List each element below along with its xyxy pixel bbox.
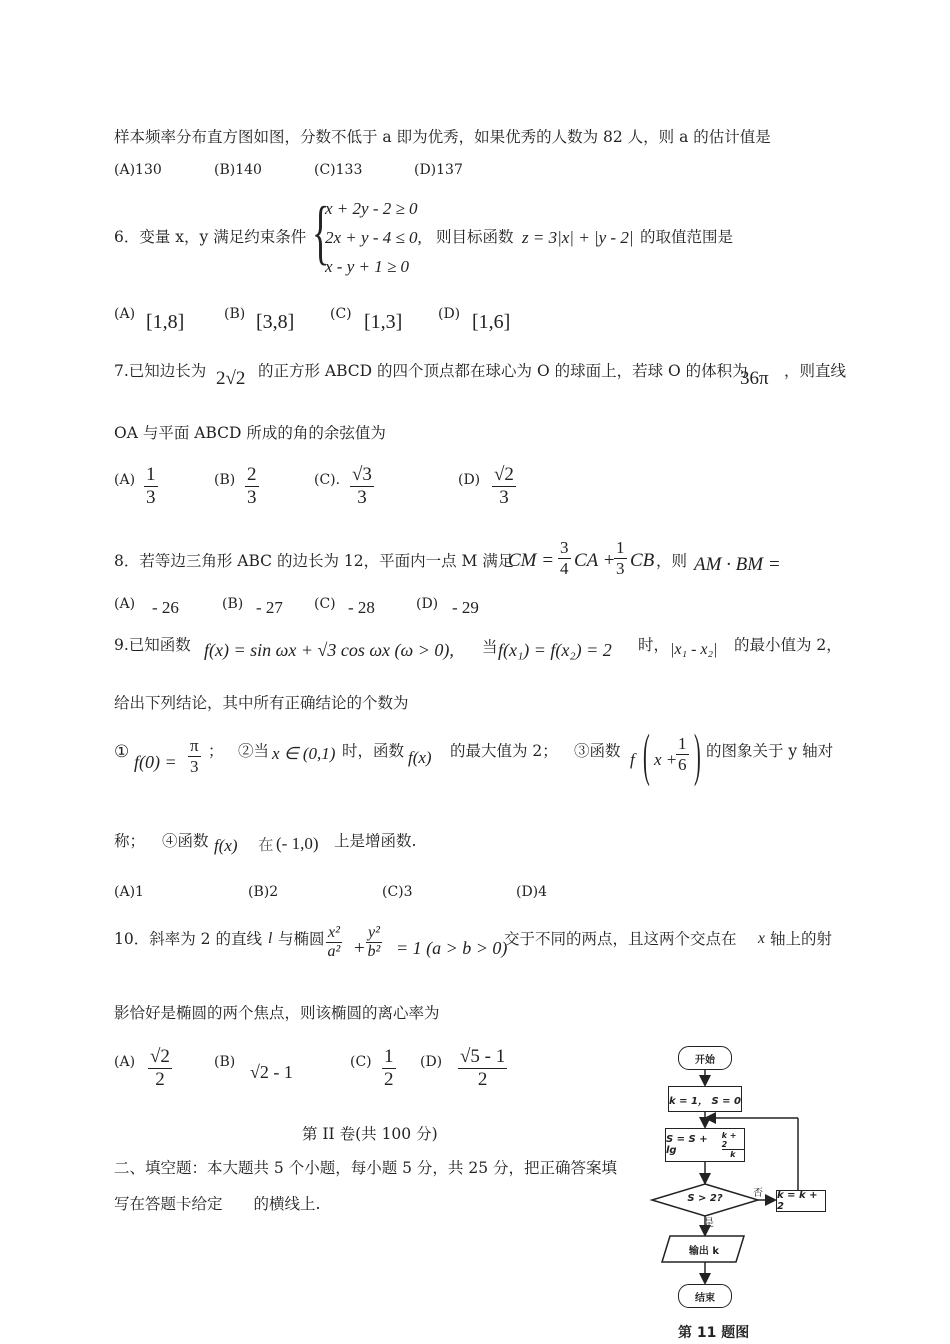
q9-option-b: (B)2 [248,884,279,900]
flowchart-connectors [640,1028,840,1328]
q9-c4-f: f(x) [214,836,238,855]
q9-c3-x: x + [654,750,678,769]
q10-option-a-frac: $\frac{√2}{2}$ [150,1046,170,1090]
q8-option-c-value: - 28 [348,598,375,617]
q10-eq: = 1 (a > b > 0) [396,938,508,958]
q10-option-d-label: (D) [420,1054,443,1070]
q5-option-d: (D)137 [414,162,463,178]
q9-c4-a: ④函数 [162,832,209,850]
q9-c3-f: f [630,750,635,769]
q8-option-c-label: (C) [314,596,336,612]
flowchart-update: S = S + lg k + 2 k [665,1128,745,1162]
q8-option-d-label: (D) [416,596,439,612]
q9-part3: 时， [638,636,670,654]
flowchart-end: 结束 [678,1284,732,1308]
q9-c3-paren-right: ) [694,722,701,787]
flowchart-yes-label: 是 [704,1217,714,1229]
q6-option-b-label: (B) [224,306,246,322]
q10-plus: + [354,938,365,959]
q5-option-a: (A)130 [114,162,162,178]
q6-suffix: 的取值范围是 [640,228,734,246]
q7-line2: OA 与平面 ABCD 所成的角的余弦值为 [114,424,386,442]
q10-option-c-label: (C) [350,1054,372,1070]
q10-option-c-frac: $\frac{1}{2}$ [384,1046,394,1090]
q10-line-l: l [268,930,273,947]
part2-title: 第 II 卷(共 100 分) [302,1125,438,1143]
q9-c1-frac: $\frac{\pi}{3}$ [190,736,199,776]
q8-cm: CM = [508,550,555,571]
q9-c2-f: f(x) [408,748,432,767]
q7-side: 2√2 [216,368,246,389]
q9-part1: 9.已知函数 [114,636,191,654]
q6-constraint-1: x + 2y - 2 ≥ 0 [325,199,418,218]
q9-c2-pre: ②当 [238,742,270,760]
q7-option-c-label: (C). [314,472,341,488]
q10-option-b-label: (B) [214,1054,236,1070]
q6-option-d-value: [1,6] [472,311,511,333]
q9-c2-mid: 时，函数 [342,742,405,760]
q7-option-c-frac: $\frac{√3}{3}$ [352,464,372,508]
q9-c3-end: 的图象关于 y 轴对 [706,742,834,760]
q7-part1: 7.已知边长为 [114,362,207,380]
q10-part4: 轴上的射 [770,930,833,948]
q6-constraint-2: 2x + y - 4 ≤ 0, [325,228,422,247]
q8-option-b-value: - 27 [256,598,283,617]
q8-option-a-value: - 26 [152,598,179,617]
q9-c3-frac: $\frac{1}{6}$ [678,734,687,774]
q6-constraint-3: x - y + 1 ≥ 0 [325,257,410,276]
q9-c1-f: f(0) = [134,752,177,772]
q10-option-d-frac: $\frac{√5 - 1}{2}$ [460,1046,506,1090]
q9-c4-end: 上是增函数. [334,832,417,850]
q6-option-d-label: (D) [438,306,461,322]
q9-cond: f(x₁) = f(x₂) = 2 [498,640,612,660]
q8-option-d-value: - 29 [452,598,479,617]
q9-c3-pre: ③函数 [574,742,621,760]
q6-option-c-value: [1,3] [364,311,403,333]
q9-c4-pre: 称； [114,832,146,850]
part2-heading-line2: 写在答题卡给定 的横线上. [114,1195,321,1213]
flowchart-condition: S > 2? [687,1192,723,1204]
q5-option-b: (B)140 [214,162,262,178]
q9-c1-end: ； [208,742,224,760]
q9-c2-end: 的最大值为 2； [450,742,558,760]
q10-x-frac: $\frac{\text{x²}}{\text{a²}}$ [327,924,341,960]
flowchart-start: 开始 [678,1046,732,1070]
q10-part2: 与椭圆 [278,930,325,948]
q7-option-b-frac: $\frac{2}{3}$ [247,464,257,508]
q8-frac-1: $\frac{3}{4}$ [560,538,569,578]
q8-option-b-label: (B) [222,596,244,612]
q9-c4-interval: (- 1,0) [276,834,319,853]
q6-prefix: 6．变量 x，y 满足约束条件 [114,228,307,246]
flowchart-increment: k = k + 2 [776,1190,826,1212]
q9-option-c: (C)3 [382,884,413,900]
q5-option-c: (C)133 [314,162,363,178]
q7-volume: 36π [740,368,769,389]
q7-part2: 的正方形 ABCD 的四个顶点都在球心为 O 的球面上，若球 O 的体积为 [258,362,748,380]
q9-c4-in: 在 [258,836,274,854]
q7-option-a-label: (A) [114,472,136,488]
q8-ca: CA + [574,550,616,571]
q6-middle: 则目标函数 [436,228,514,246]
q9-c3-paren-left: ( [643,722,650,787]
q9-option-d: (D)4 [516,884,548,900]
q7-option-a-frac: $\frac{1}{3}$ [146,464,156,508]
q8-cb: CB [630,550,655,571]
q6-objective: z = 3|x| + |y - 2| [522,228,634,247]
q6-option-a-label: (A) [114,306,136,322]
q8-frac-2: $\frac{1}{3}$ [616,538,625,578]
q7-option-d-frac: $\frac{√2}{3}$ [494,464,514,508]
part2-heading: 二、填空题：本大题共 5 个小题，每小题 5 分，共 25 分，把正确答案填 [114,1159,618,1177]
flowchart-init: k = 1， S = 0 [668,1086,742,1112]
q7-option-d-label: (D) [458,472,481,488]
q8-expr: AM · BM = [694,554,781,575]
q10-x: x [758,930,765,947]
q10-part3: 交于不同的两点，且这两个交点在 [504,930,737,948]
q9-option-a: (A)1 [114,884,144,900]
q6-option-a-value: [1,8] [146,311,185,333]
q10-option-b-value: √2 - 1 [250,1062,293,1082]
q10-line2: 影恰好是椭圆的两个焦点，则该椭圆的离心率为 [114,1004,440,1022]
q7-option-b-label: (B) [214,472,236,488]
q5-stem: 样本频率分布直方图如图，分数不低于 a 即为优秀，如果优秀的人数为 82 人，则 a 的估计值是 [114,128,771,146]
q9-c1-marker: ① [114,742,130,762]
q8-then: ，则 [656,552,688,570]
q9-func: f(x) = sin ωx + √3 cos ωx (ω > 0), [204,640,454,660]
q10-option-a-label: (A) [114,1054,136,1070]
q7-part3: ，则直线 [784,362,847,380]
q10-part1: 10．斜率为 2 的直线 [114,930,262,948]
q9-c2-set: x ∈ (0,1) [272,744,336,763]
q9-line2: 给出下列结论，其中所有正确结论的个数为 [114,694,409,712]
q8-stem: 8．若等边三角形 ABC 的边长为 12，平面内一点 M 满足 [114,552,514,570]
q6-brace: { [312,192,330,272]
q9-part2: 当 [482,638,498,656]
q6-option-c-label: (C) [330,306,352,322]
flowchart-no-label: 否 [753,1187,763,1199]
q9-part4: 的最小值为 2， [734,636,842,654]
q10-y-frac: $\frac{\text{y²}}{\text{b²}}$ [367,924,381,960]
q8-option-a-label: (A) [114,596,136,612]
q6-option-b-value: [3,8] [256,311,295,333]
flowchart-caption: 第 11 题图 [678,1325,750,1341]
q9-abs: |x₁ - x₂| [670,641,718,658]
flowchart-output: 输出 k [688,1245,720,1257]
